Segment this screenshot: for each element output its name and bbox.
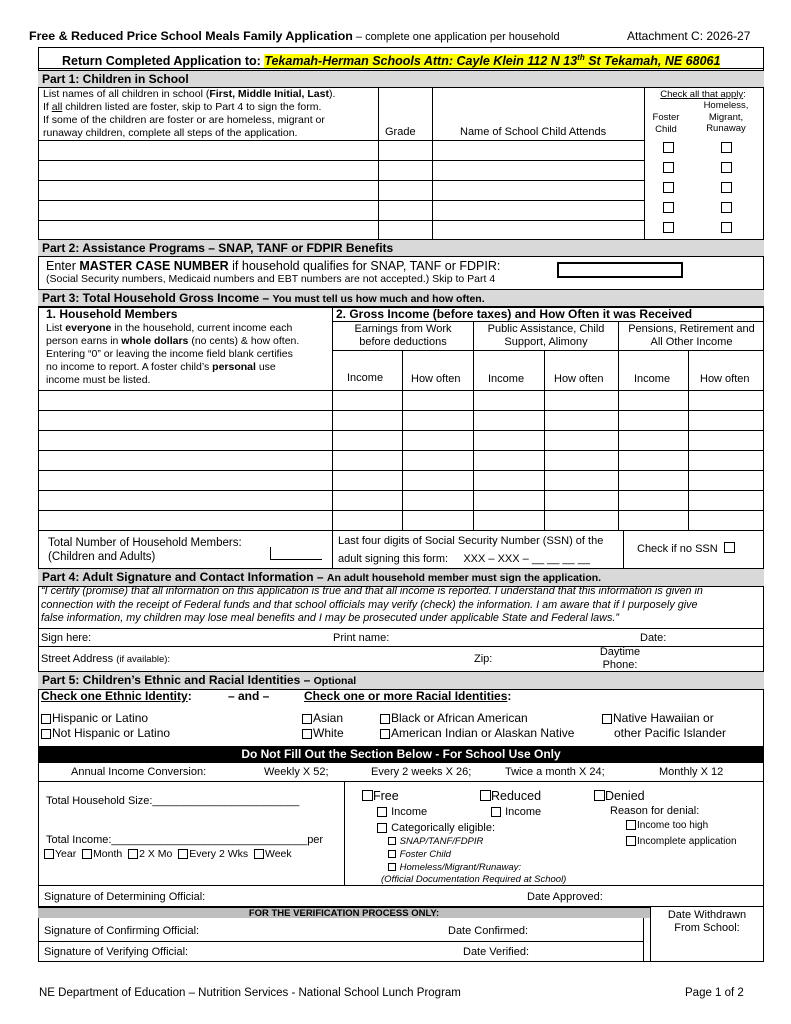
part1-heading: Part 1: Children in School (38, 70, 764, 88)
option-hawaiian[interactable]: Native Hawaiian or other Pacific Islander (602, 711, 726, 740)
checkbox-icon (377, 823, 387, 833)
cat-foster[interactable]: Foster Child (388, 849, 451, 861)
reason-denial-label: Reason for denial: (610, 805, 700, 817)
homeless-checkbox[interactable] (721, 162, 732, 173)
zip-label: Zip: (474, 653, 493, 665)
footer-page-number: Page 1 of 2 (685, 987, 744, 999)
freq-month[interactable]: Month (82, 848, 122, 860)
often-col-3: How often (700, 373, 750, 385)
form-title (29, 29, 769, 45)
racial-heading: Check one or more Racial Identities: (304, 689, 512, 703)
often-col-2: How often (554, 373, 604, 385)
free-income[interactable]: Income (377, 806, 427, 819)
option-not-hispanic[interactable]: Not Hispanic or Latino (41, 726, 170, 740)
status-denied[interactable]: Denied (594, 789, 645, 803)
conversion-twice: Twice a month X 24; (505, 766, 605, 778)
income-col-2: Income (488, 373, 525, 385)
foster-checkbox[interactable] (663, 182, 674, 193)
conversion-monthly: Monthly X 12 (659, 766, 724, 778)
determining-official-label: Signature of Determining Official: (44, 891, 206, 903)
checkbox-icon (41, 714, 51, 724)
status-free[interactable]: Free (362, 789, 399, 803)
homeless-checkbox[interactable] (721, 202, 732, 213)
option-white[interactable]: White (302, 726, 344, 740)
checkbox-icon (128, 849, 138, 859)
option-native-american[interactable]: American Indian or Alaskan Native (380, 726, 574, 740)
checkbox-icon (178, 849, 188, 859)
checkbox-icon (44, 849, 54, 859)
no-ssn-checkbox[interactable] (724, 542, 735, 553)
checkbox-icon (491, 807, 501, 817)
title-suffix: – complete one application per household (352, 31, 560, 43)
option-black[interactable]: Black or African American (380, 711, 528, 725)
foster-header: Foster Child (652, 112, 680, 135)
part5-heading: Part 5: Children’s Ethnic and Racial Identities – Optional (38, 671, 764, 690)
check-all-header: Check all that apply: (660, 89, 746, 100)
cat-snap[interactable]: SNAP/TANF/FDPIR (388, 836, 483, 848)
part2-heading: Part 2: Assistance Programs – SNAP, TANF or FDPIR Benefits (38, 239, 764, 257)
foster-checkbox[interactable] (663, 222, 674, 233)
part1-instructions: List names of all children in school (First, Middle Initial, Last). If all children listed are foster, skip to Part 4 to sign the form. If some of the children are foster or are homeless, migrant or runaway children, complete all steps of the application. (43, 88, 336, 139)
sign-here-label: Sign here: (41, 632, 92, 644)
public-assistance-header: Public Assistance, Child Support, Alimony (487, 323, 605, 348)
checkbox-icon (388, 863, 396, 871)
homeless-checkbox[interactable] (721, 182, 732, 193)
income-col-1: Income (347, 372, 384, 384)
option-hispanic[interactable]: Hispanic or Latino (41, 711, 148, 725)
checkbox-icon (602, 714, 612, 724)
verifying-official-label: Signature of Verifying Official: (44, 946, 189, 958)
homeless-checkbox[interactable] (721, 222, 732, 233)
checkbox-icon (41, 729, 51, 739)
household-size-label: Total Household Size:________________________ (46, 795, 300, 807)
total-members-label: Total Number of Household Members: (Children and Adults) (48, 537, 242, 563)
status-reduced[interactable]: Reduced (480, 789, 541, 803)
return-label: Return Completed Application to: (62, 54, 265, 69)
checkbox-icon (594, 790, 605, 801)
checkbox-icon (380, 714, 390, 724)
title-main: Free & Reduced Price School Meals Family Application (29, 29, 353, 43)
date-withdrawn-label: Date Withdrawn From School: (667, 909, 747, 934)
checkbox-icon (480, 790, 491, 801)
ssn-field[interactable]: XXX – XXX – __ __ __ __ (463, 553, 590, 565)
conversion-biweekly: Every 2 weeks X 26; (371, 766, 472, 778)
date-label: Date: (640, 632, 667, 644)
print-name-label: Print name: (333, 632, 390, 644)
school-header: Name of School Child Attends (460, 126, 607, 138)
ssn-label: Last four digits of Social Security Number (SSN) of the adult signing this form: XXX – XXX – __ __ __ __ (338, 535, 604, 565)
gross-income-heading: 2. Gross Income (before taxes) and How Often it was Received (336, 307, 693, 321)
daytime-phone-label: Daytime Phone: (599, 646, 641, 671)
checkbox-icon (388, 837, 396, 845)
verification-banner: FOR THE VERIFICATION PROCESS ONLY: (38, 907, 650, 918)
checkbox-icon (302, 729, 312, 739)
checkbox-icon (362, 790, 373, 801)
income-frequency-options (44, 848, 292, 861)
return-address: Tekamah-Herman Schools Attn: Cayle Klein 112 N 13th St Tekamah, NE 68061 (264, 53, 721, 69)
checkbox-icon (388, 850, 396, 858)
date-confirmed-label: Date Confirmed: (448, 925, 529, 937)
total-members-field[interactable] (270, 547, 322, 560)
freq-2xmo[interactable]: 2 X Mo (128, 848, 172, 860)
conversion-weekly: Weekly X 52; (264, 766, 329, 778)
checkbox-icon (254, 849, 264, 859)
freq-year[interactable]: Year (44, 848, 76, 860)
footer-left: NE Department of Education – Nutrition Services - National School Lunch Program (39, 987, 461, 999)
school-use-banner: Do Not Fill Out the Section Below - For School Use Only (38, 746, 764, 763)
checkbox-icon (626, 836, 636, 846)
members-instructions: List everyone in the household, current income each person earns in whole dollars (no cents) & how often. Entering “0” or leaving the income field blank certifies no income to report. A foster child’s personal use income must be listed. (46, 322, 300, 386)
and-label: – and – (228, 689, 270, 703)
foster-checkbox[interactable] (663, 142, 674, 153)
part3-heading: Part 3: Total Household Gross Income – You must tell us how much and how often. (38, 289, 764, 308)
date-approved-label: Date Approved: (527, 891, 603, 903)
official-doc-note: (Official Documentation Required at School) (381, 874, 567, 885)
checkbox-icon (380, 729, 390, 739)
street-label: Street Address (if available): (41, 653, 171, 665)
earnings-header: Earnings from Work before deductions (354, 323, 452, 348)
foster-checkbox[interactable] (663, 202, 674, 213)
option-asian[interactable]: Asian (302, 711, 343, 725)
confirming-official-label: Signature of Confirming Official: (44, 925, 200, 937)
ethnic-heading: Check one Ethnic Identity: (41, 689, 192, 703)
attachment-label: Attachment C: 2026-27 (627, 29, 751, 43)
grade-header: Grade (385, 126, 416, 138)
denial-too-high[interactable]: Income too high (626, 820, 708, 832)
case-number-field[interactable] (557, 262, 683, 278)
categorically-eligible[interactable]: Categorically eligible: (377, 822, 495, 835)
date-verified-label: Date Verified: (463, 946, 530, 958)
checkbox-icon (377, 807, 387, 817)
freq-every2[interactable]: Every 2 Wks (178, 848, 248, 860)
return-line (62, 50, 720, 69)
reduced-income[interactable]: Income (491, 806, 541, 819)
foster-checkbox[interactable] (663, 162, 674, 173)
checkbox-icon (626, 820, 636, 830)
freq-week[interactable]: Week (254, 848, 292, 860)
cat-hmr[interactable]: Homeless/Migrant/Runaway: (388, 862, 521, 874)
members-heading: 1. Household Members (46, 307, 178, 321)
conversion-label: Annual Income Conversion: (71, 766, 207, 778)
checkbox-icon (82, 849, 92, 859)
hmr-header: Homeless, Migrant, Runaway (703, 100, 749, 134)
part4-heading: Part 4: Adult Signature and Contact Information – An adult household member must sign the application. (38, 568, 764, 587)
income-col-3: Income (634, 373, 671, 385)
no-ssn-label: Check if no SSN (637, 542, 735, 556)
checkbox-icon (302, 714, 312, 724)
total-income-label: Total Income:________________________________per (46, 834, 324, 846)
pensions-header: Pensions, Retirement and All Other Income (628, 323, 755, 348)
denial-incomplete[interactable]: Incomplete application (626, 836, 737, 848)
certification-text: “I certify (promise) that all information on this application is true and that all income is reported. I understand that this information is given in connection with the receipt of Federal funds and that school officials may verify (check) the information. I am aware that if I purposely give false information, my children may lose meal benefits and I may be prosecuted under applicable State and Federal laws.” (41, 585, 703, 624)
part2-instructions: Enter MASTER CASE NUMBER if household qualifies for SNAP, TANF or FDPIR: (Social Security numbers, Medicaid numbers and EBT numbers are not accepted.) Skip to Part 4 (46, 259, 501, 285)
often-col-1: How often (411, 373, 461, 385)
homeless-checkbox[interactable] (721, 142, 732, 153)
